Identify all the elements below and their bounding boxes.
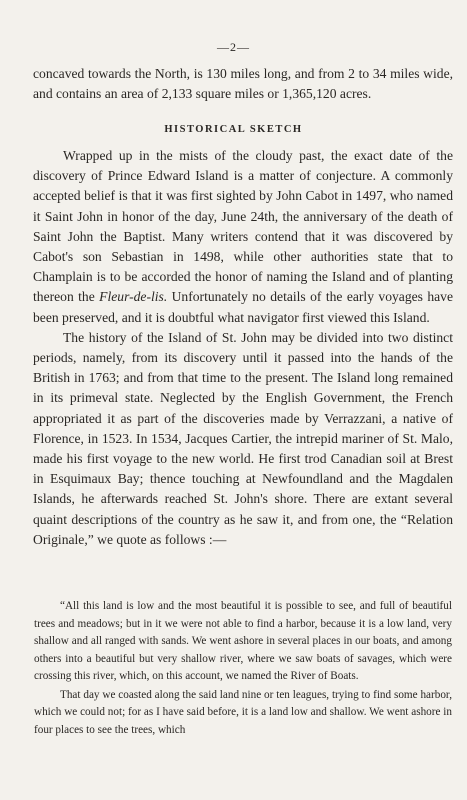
page-number: —2— [217,40,250,54]
para1-text-b: Unfortunately no details of the early voyages have been preserved, and it is doubtful what navigator first viewed this Island. [33,289,453,325]
paragraph-discovery [33,146,453,328]
quotation-block [34,598,452,740]
section-heading: HISTORICAL SKETCH [164,124,303,135]
para1-italic-term: Fleur-de-lis. [99,289,168,305]
quote-paragraph-2: That day we coasted along the said land nine or ten leagues, trying to find some harbor, which we could not; for as I have said before, it is a land low and shallow. We went ashore in four places to see the trees, which [34,688,452,736]
historical-sketch-body [33,146,453,550]
para1-text-a: Wrapped up in the mists of the cloudy past, the exact date of the discovery of Prince Edward Island is a matter of conjecture. A commonly accepted belief is that it was first sighted by John Cabot in 1497, who named it Saint John in honor of the day, June 24th, the anniversary of the death of Saint John the Baptist. Many writers contend that it was discovered by Cabot's son Sebastian in 1498, while other authorities state that to Champlain is to be accorded the honor of naming the Island and of planting thereon the [33,148,453,305]
intro-text: concaved towards the North, is 130 miles long, and from 2 to 34 miles wide, and contains an area of 2,133 square miles or 1,365,120 acres. [33,66,453,102]
paragraph-history: The history of the Island of St. John may be divided into two distinct periods, namely, from its discovery until it passed into the hands of the British in 1763; and from that time to the present. The Island long remained in its primeval state. Neglected by the English Government, the French appropriated it as part of the discoveries made by Verrazzani, a native of Florence, in 1523. In 1534, Jacques Cartier, the intrepid mariner of St. Malo, made his first voyage to the new world. He first trod Canadian soil at Brest in Esquimaux Bay; thence touching at Newfoundland and the Magdalen Islands, he afterwards reached St. John's shore. There are extant several quaint descriptions of the country as he saw it, and from one, the “Relation Originale,” we quote as follows :— [33,329,453,547]
intro-paragraph [33,64,453,104]
quote-paragraph-1: “All this land is low and the most beautiful it is possible to see, and full of beautiful trees and meadows; but in it we were not able to find a harbor, because it is a low land, very shallow and all ranged with sands. We went ashore in several places in our boats, and among others into a beautiful but very shallow river, where we saw boats of savages, which were crossing this river, which, on this account, we named the River of Boats. [34,600,452,682]
